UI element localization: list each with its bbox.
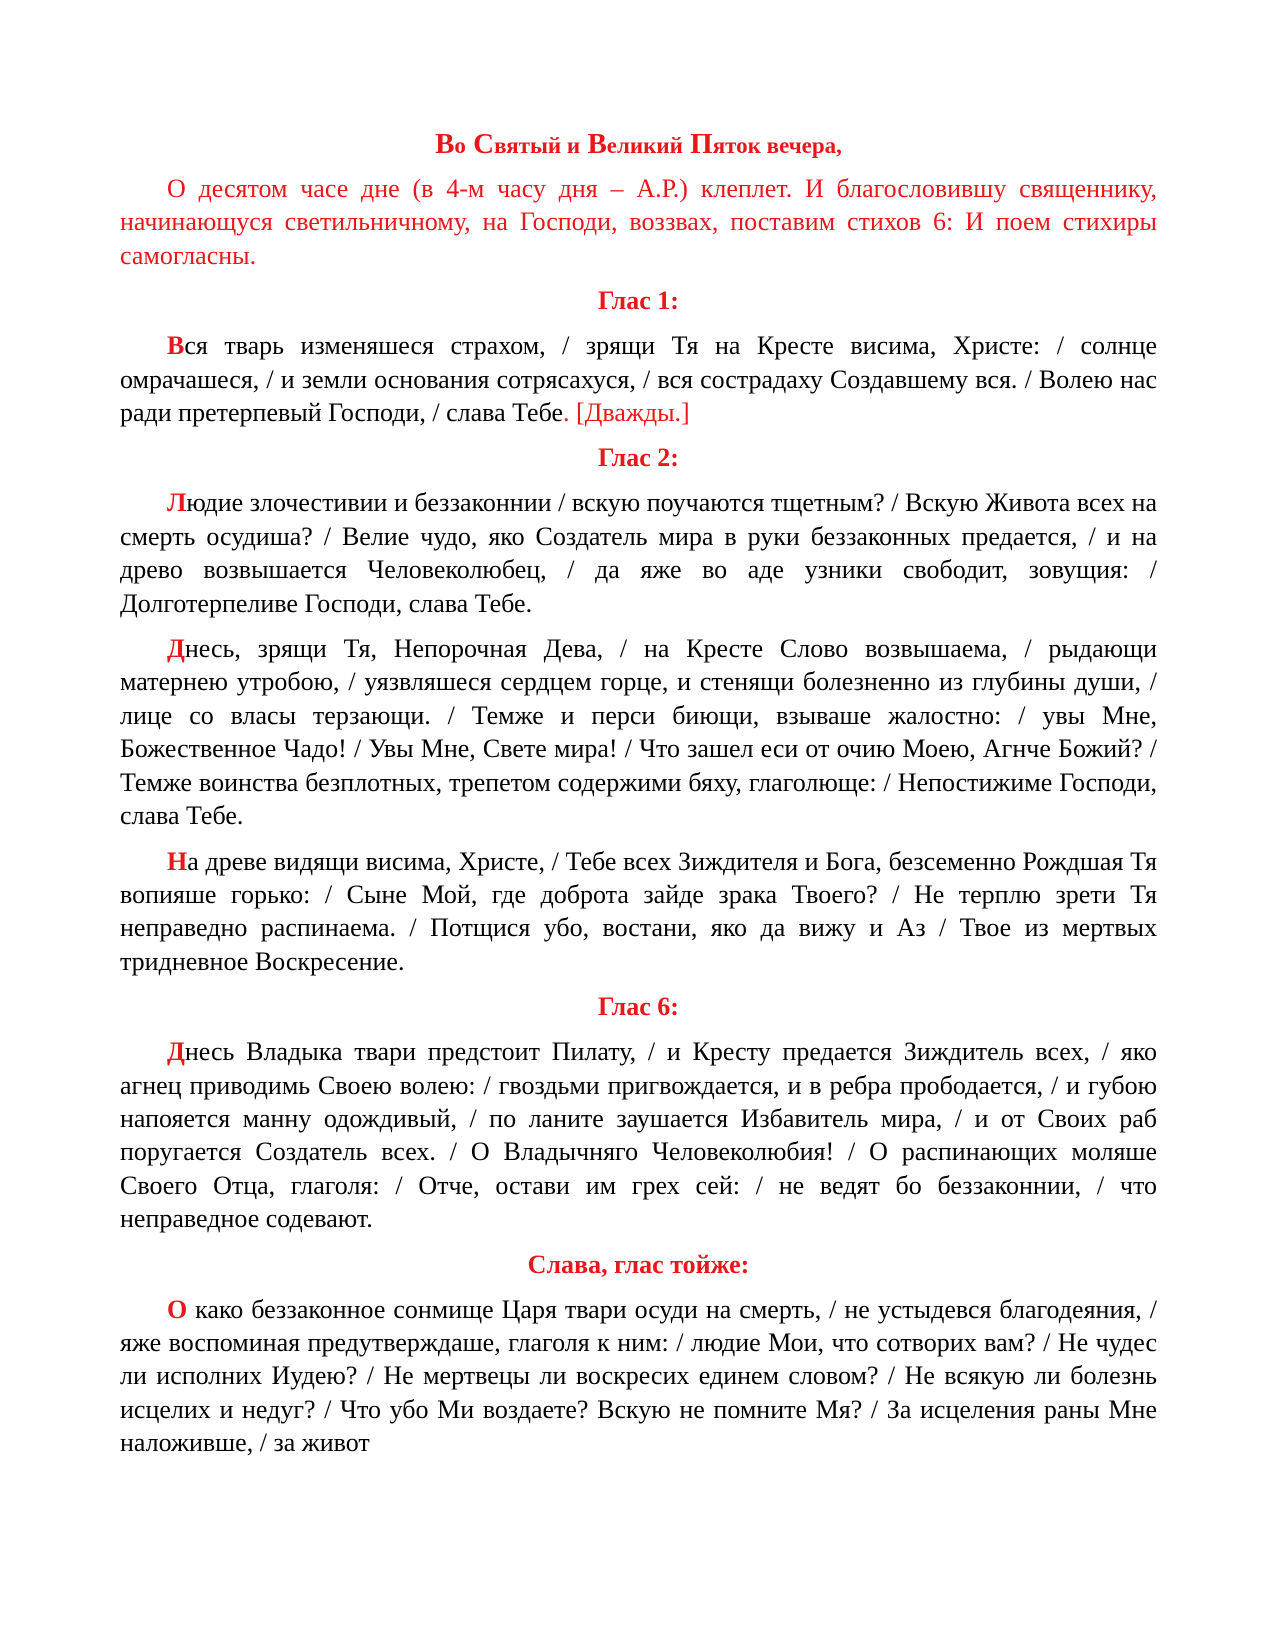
drop-initial: Н xyxy=(167,846,188,876)
stichera-paragraph xyxy=(120,1035,1157,1235)
stichera-paragraph xyxy=(120,329,1157,429)
document-page xyxy=(120,126,1157,1472)
drop-initial: В xyxy=(167,331,185,361)
section-heading-glas-1: Глас 1: xyxy=(598,286,679,316)
drop-initial: О xyxy=(167,1294,188,1324)
drop-initial: Д xyxy=(167,1037,185,1067)
title-word-4: Пяток вечера, xyxy=(690,128,842,160)
stichera-paragraph xyxy=(120,845,1157,979)
paragraph-text: несь, зрящи Тя, Непорочная Дева, / на Кресте Слово возвышаема, / рыдающи матернею утробою, / уязвляшеся сердцем горце, и стенящи болезненно из глубины души, / лице со власы терзающи. / Темже и перси биющи, взываше жалостно: / увы Мне, Божественное Чадо! / Увы Мне, Свете мира! / Что зашел еси от очию Моею, Агнче Божий? / Темже воинства безплотных, трепетом содержими бяху, глаголюще: / Непостижиме Господи, слава Тебе. xyxy=(120,634,1157,831)
title-word-3: Великий xyxy=(587,128,683,160)
stichera-paragraph xyxy=(120,1293,1157,1460)
drop-initial: Д xyxy=(167,634,185,664)
page-title xyxy=(120,126,1157,164)
section-heading-slava: Слава, глас тойже: xyxy=(527,1249,750,1279)
section-heading-glas-6: Глас 6: xyxy=(598,992,679,1022)
title-word-2: Святый и xyxy=(473,128,581,160)
section-heading-glas-2: Глас 2: xyxy=(598,443,679,473)
paragraph-text: несь Владыка твари предстоит Пилату, / и Кресту предается Зиждитель всех, / яко агнец приводимь Своею волею: / гвоздьми пригвождается, и в ребра прободается, / и губою напояется манну одождивый, / по ланите заушается Избавитель мира, / и от Своих раб поругается Создатель всех. / О Владычняго Человеколюбия! / О распинающих моляше Своего Отца, глаголя: / Отче, остави им грех сей: / не ведят бо беззаконнии, / что неправедное содевают. xyxy=(120,1037,1157,1234)
title-word-1: Во xyxy=(435,128,466,160)
paragraph-text: како беззаконное сонмище Царя твари осуди на смерть, / не устыдевся благодеяния, / яже воспоминая предутверждаше, глаголя к ним: / людие Мои, что сотворих вам? / Не чудес ли исполних Иудею? / Не мертвецы ли воскресих единем словом? / Не всякую ли болезнь исцелих и недуг? / Что убо Ми воздаете? Вскую не помните Мя? / За исцеления раны Мне наложивше, / за живот xyxy=(120,1294,1157,1458)
paragraph-text: а древе видящи висима, Христе, / Тебе всех Зиждителя и Бога, безсеменно Рождшая Тя вопияше горько: / Сыне Мой, где доброта зайде зрака Твоего? / Не терплю зрети Тя неправедно распинаема. / Потщися убо, востани, яко да вижу и Аз / Твое из мертвых тридневное Воскресение. xyxy=(120,846,1157,976)
paragraph-text: юдие злочестивии и беззаконнии / вскую поучаются тщетным? / Вскую Живота всех на смерть осудиша? / Велие чудо, яко Создатель мира в руки беззаконных предается, / и на древо возвышается Человеколюбец, / да яже во аде узники свободит, зовущия: / Долготерпеливе Господи, слава Тебе. xyxy=(120,488,1157,618)
repeat-note: . [Дважды.] xyxy=(563,398,690,428)
drop-initial: Л xyxy=(167,488,187,518)
stichera-paragraph xyxy=(120,486,1157,620)
rubric-instruction: О десятом часе дне (в 4-м часу дня – А.Р.) клеплет. И благословившу священнику, начинающуся светильничному, на Господи, воззвах, поставим стихов 6: И поем стихиры самогласны. xyxy=(120,174,1157,270)
stichera-paragraph xyxy=(120,632,1157,832)
paragraph-text: ся тварь изменяшеся страхом, / зрящи Тя на Кресте висима, Христе: / солнце омрачашеся, / и земли основания сотрясахуся, / вся сострадаху Создавшему вся. / Волею нас ради претерпевый Господи, / слава Тебе xyxy=(120,331,1157,428)
